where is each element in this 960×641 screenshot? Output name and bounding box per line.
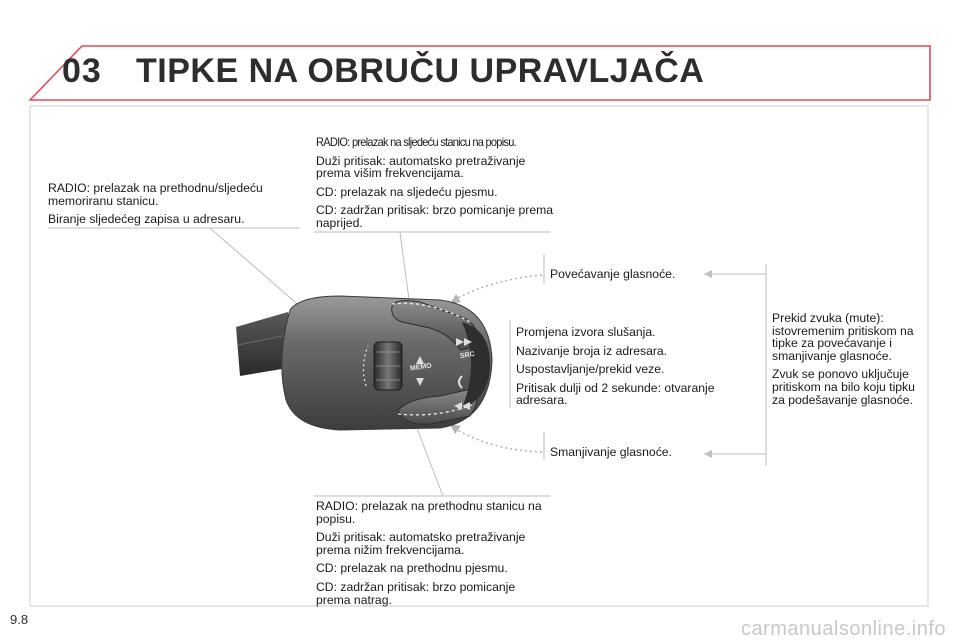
callout-heading: RADIO: prelazak na sljedeću stanicu na popisu. bbox=[316, 135, 516, 149]
callout-text: RADIO: prelazak na prethodnu stanicu na popisu. bbox=[316, 499, 542, 526]
callout-text: Nazivanje broja iz adresara. bbox=[516, 343, 668, 358]
callout-mute bbox=[772, 312, 918, 412]
callout-bottom-center bbox=[316, 500, 552, 612]
callout-text: Uspostavljanje/prekid veze. bbox=[516, 362, 665, 377]
page-number: 9.8 bbox=[10, 612, 29, 627]
callout-text: Duži pritisak: automatsko pretraživanje prema nižim frekvencijama. bbox=[316, 530, 526, 557]
callout-top-center bbox=[316, 136, 556, 236]
callout-text: CD: zadržan pritisak: brzo pomicanje prema naprijed. bbox=[316, 203, 554, 230]
callout-text: Promjena izvora slušanja. bbox=[516, 325, 656, 339]
callout-text: Zvuk se ponovo uključuje pritiskom na bilo koju tipku za podešavanje glasnoće. bbox=[772, 367, 915, 407]
callout-text: Smanjivanje glasnoće. bbox=[550, 445, 672, 459]
callout-text: CD: zadržan pritisak: brzo pomicanje prema natrag. bbox=[316, 579, 516, 607]
callout-text: Duži pritisak: automatsko pretraživanje prema višim frekvencijama. bbox=[316, 153, 526, 181]
memo-label: MEMO bbox=[409, 362, 433, 373]
callout-text: Pritisak dulji od 2 sekunde: otvaranje adresara. bbox=[516, 380, 715, 408]
callout-text: Biranje sljedećeg zapisa u adresaru. bbox=[48, 212, 245, 227]
page-title: TIPKE NA OBRUČU UPRAVLJAČA bbox=[136, 52, 705, 90]
callout-src bbox=[516, 326, 738, 413]
callout-text: RADIO: prelazak na prethodnu/sljedeću memoriranu stanicu. bbox=[48, 181, 263, 208]
callout-text: CD: prelazak na prethodnu pjesmu. bbox=[316, 561, 508, 576]
callout-volume-up bbox=[550, 268, 710, 287]
chapter-number: 03 bbox=[62, 52, 102, 90]
watermark: carmanualsonline.info bbox=[740, 618, 946, 640]
callout-top-left bbox=[48, 182, 288, 232]
callout-text: Prekid zvuka (mute): istovremenim pritiskom na tipke za povećavanje i smanjivanje glasnoće. bbox=[772, 311, 914, 363]
callout-volume-down bbox=[550, 446, 710, 465]
src-label: SRC bbox=[459, 350, 476, 361]
callout-text: Povećavanje glasnoće. bbox=[550, 267, 676, 281]
callout-text: CD: prelazak na sljedeću pjesmu. bbox=[316, 184, 498, 199]
